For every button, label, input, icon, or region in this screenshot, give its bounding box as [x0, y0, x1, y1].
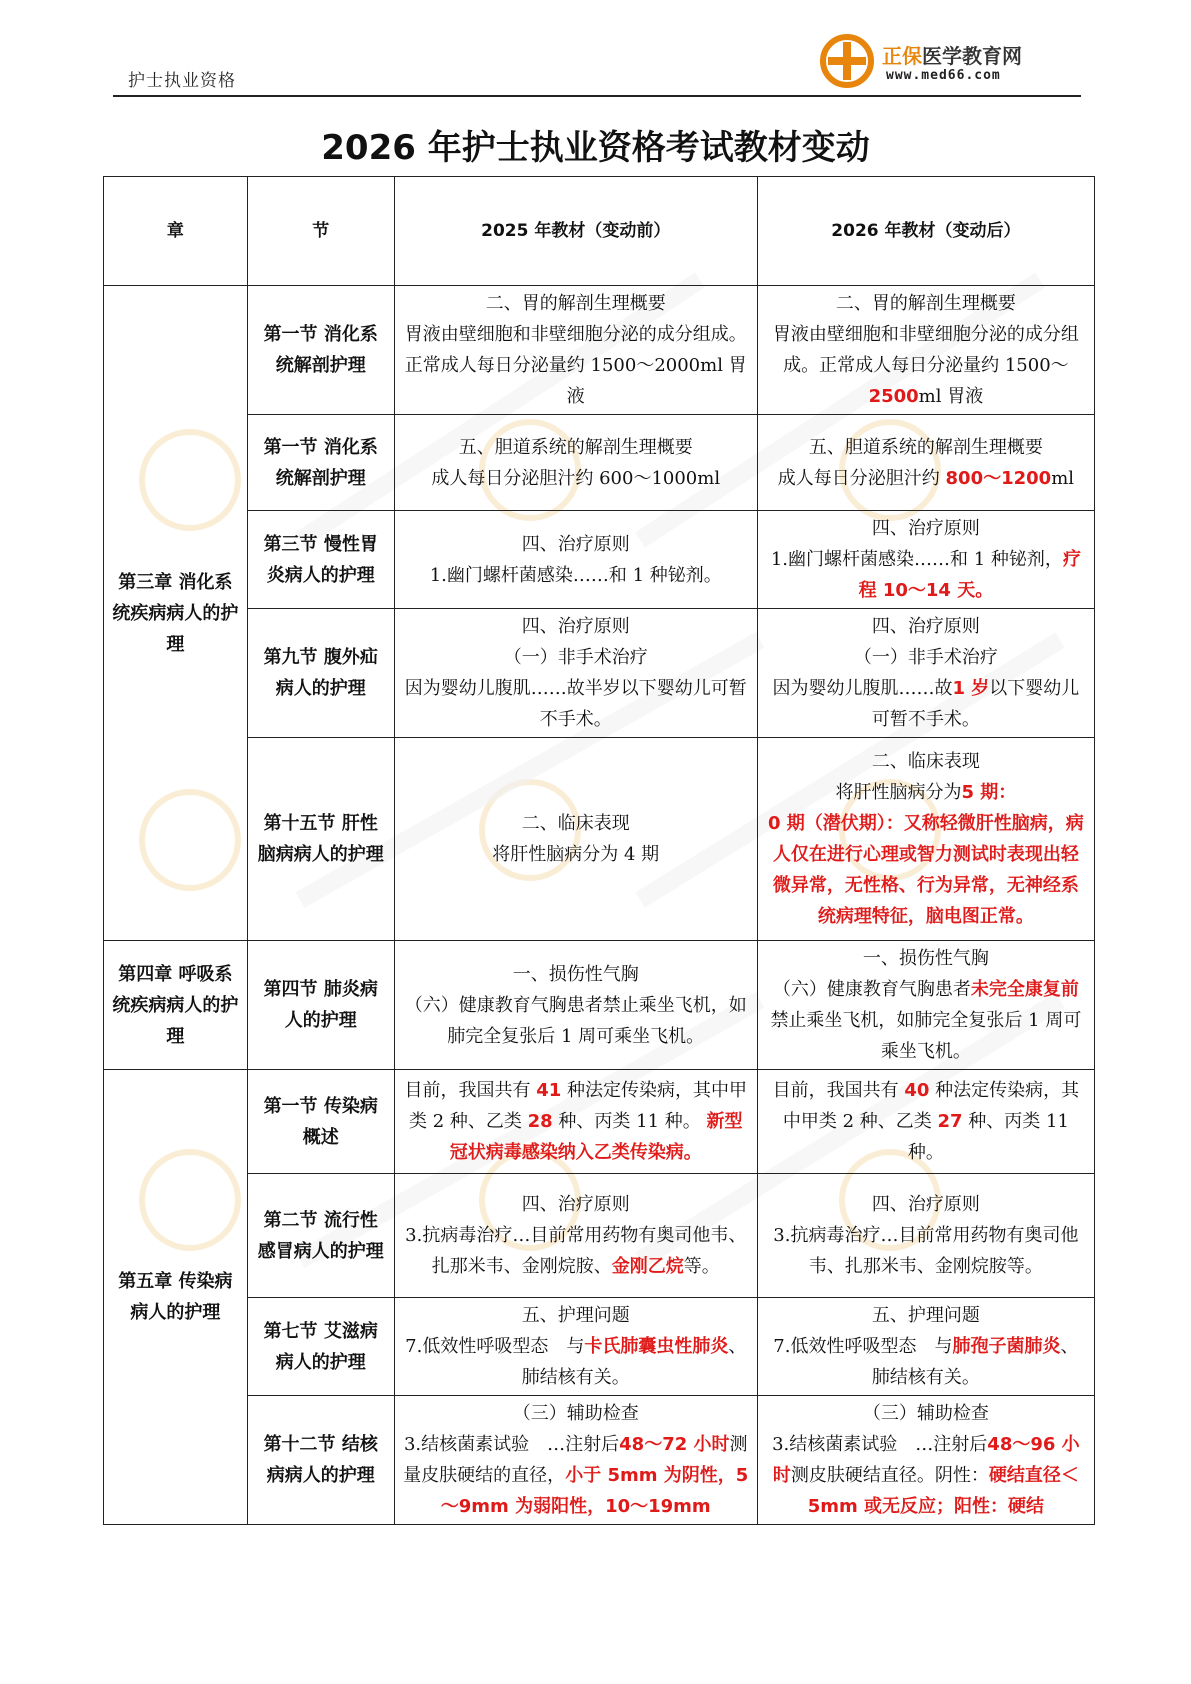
before-line: （六）健康教育气胸患者禁止乘坐飞机，如肺完全复张后 1 周可乘坐飞机。	[404, 994, 747, 1047]
section-cell: 第二节 流行性感冒病人的护理	[247, 1174, 394, 1298]
after-cell	[757, 415, 1094, 511]
table-row	[104, 738, 1095, 941]
after-line: 3.抗病毒治疗…目前常用药物有奥司他韦、扎那米韦、金刚烷胺等。	[773, 1225, 1079, 1277]
table-row	[104, 609, 1095, 738]
table-row	[104, 511, 1095, 609]
section-cell: 第十五节 肝性脑病病人的护理	[247, 738, 394, 941]
before-cell	[394, 1298, 757, 1396]
after-text: 1.幽门螺杆菌感染……和 1 种铋剂，	[770, 549, 1063, 570]
changed-text: 肺孢子菌肺炎	[952, 1336, 1061, 1357]
brand-name-a: 正保	[882, 44, 922, 68]
before-line: 1.幽门螺杆菌感染……和 1 种铋剂。	[429, 564, 722, 586]
before-text: 等。	[683, 1256, 720, 1277]
changed-text: 新型冠状病毒感染纳入乙类传染病。	[449, 1111, 743, 1163]
after-text: 3.结核菌素试验 …注射后	[772, 1434, 988, 1455]
after-text: 禁止乘坐飞机，如肺完全复张后 1 周可乘坐飞机。	[770, 1010, 1082, 1062]
after-cell	[757, 511, 1094, 609]
changed-text: 金刚乙烷	[611, 1256, 684, 1277]
before-text: 7.低效性呼吸型态 与	[405, 1336, 585, 1357]
before-line: 成人每日分泌胆汁约 600～1000ml	[431, 467, 721, 489]
before-cell	[394, 286, 757, 415]
changed-text: 48～96 小时	[772, 1434, 1080, 1486]
before-text: 、肺结核有关。	[521, 1336, 747, 1388]
after-line: （一）非手术治疗	[853, 647, 998, 668]
changed-text: 0 期（潜伏期）：又称轻微肝性脑病，病人仅在进行心理或智力测试时表现出轻微异常，无性格、行为异常，无神经系统病理特征，脑电图正常。	[768, 813, 1084, 927]
before-line: 四、治疗原则	[521, 616, 630, 637]
after-text: ml 胃液	[918, 386, 984, 407]
before-cell	[394, 511, 757, 609]
changed-text: 疗程 10～14 天。	[858, 549, 1081, 601]
changed-text: 27	[937, 1111, 963, 1132]
header-divider	[113, 95, 1081, 97]
brand-url: www.med66.com	[886, 68, 1001, 83]
before-line: （一）非手术治疗	[503, 647, 648, 668]
page-title: 2026 年护士执业资格考试教材变动	[321, 128, 870, 168]
section-cell: 第一节 消化系统解剖护理	[247, 286, 394, 415]
after-line: 五、胆道系统的解剖生理概要	[808, 436, 1043, 458]
before-line: 五、护理问题	[521, 1305, 630, 1326]
before-line: 四、治疗原则	[521, 533, 630, 555]
table-row	[104, 1070, 1095, 1174]
after-cell	[757, 1174, 1094, 1298]
section-cell: 第一节 传染病概述	[247, 1070, 394, 1174]
after-line: 二、胃的解剖生理概要	[835, 293, 1016, 314]
after-line: 四、治疗原则	[871, 1194, 980, 1215]
before-text: 测量皮肤硬结的直径，	[403, 1434, 748, 1486]
header-after: 2026 年教材（变动后）	[757, 177, 1094, 286]
after-cell	[757, 286, 1094, 415]
before-text: 种法定传染病，其中甲类 2 种、乙类	[408, 1080, 747, 1132]
changed-text: 小于 5mm 为阴性，5～9mm 为弱阳性，10～19mm	[440, 1465, 749, 1517]
changed-text: 未完全康复前	[970, 979, 1079, 1000]
section-cell: 第三节 慢性胃炎病人的护理	[247, 511, 394, 609]
table-row	[104, 286, 1095, 415]
after-text: 7.低效性呼吸型态 与	[773, 1336, 953, 1357]
table-header-row	[104, 177, 1095, 286]
after-text: 种法定传染病，其中甲类 2 种、乙类	[782, 1080, 1080, 1132]
after-text: 、肺结核有关。	[871, 1336, 1079, 1388]
table-row	[104, 1298, 1095, 1396]
after-cell	[757, 738, 1094, 941]
before-text: 种、丙类 11 种。	[558, 1111, 701, 1132]
section-cell: 第十二节 结核病病人的护理	[247, 1396, 394, 1525]
section-cell: 第一节 消化系统解剖护理	[247, 415, 394, 511]
before-cell	[394, 415, 757, 511]
changed-text: 卡氏肺囊虫性肺炎	[584, 1336, 729, 1357]
before-line: 二、胃的解剖生理概要	[485, 293, 666, 314]
chapter-cell: 第五章 传染病病人的护理	[104, 1070, 248, 1525]
after-text: 胃液由壁细胞和非壁细胞分泌的成分组成。正常成人每日分泌量约 1500～	[772, 324, 1079, 376]
changed-text: 48～72 小时	[619, 1434, 730, 1455]
after-cell	[757, 1298, 1094, 1396]
header-chapter: 章	[104, 177, 248, 286]
after-text: 因为婴幼儿腹肌……故	[772, 678, 953, 699]
table-row	[104, 941, 1095, 1070]
changed-text: 40	[904, 1080, 930, 1101]
after-text: 成人每日分泌胆汁约	[777, 467, 946, 489]
brand-mark-icon	[820, 34, 874, 88]
changed-text: 2500	[868, 386, 919, 407]
after-text: 测皮肤硬结直径。阴性：	[790, 1465, 989, 1486]
table-row	[104, 1396, 1095, 1525]
after-line: 四、治疗原则	[871, 518, 980, 539]
changed-text: 5 期：	[961, 782, 1017, 803]
brand-logo	[820, 34, 1050, 90]
section-cell: 第七节 艾滋病病人的护理	[247, 1298, 394, 1396]
before-line: 一、损伤性气胸	[512, 963, 639, 985]
before-line: 将肝性脑病分为 4 期	[492, 844, 660, 865]
changed-text: 1 岁	[952, 678, 990, 699]
before-text: 3.抗病毒治疗…目前常用药物有奥司他韦、扎那米韦、金刚烷胺、	[405, 1225, 747, 1277]
header-section: 节	[247, 177, 394, 286]
before-line: 因为婴幼儿腹肌……故半岁以下婴幼儿可暂不手术。	[404, 678, 747, 730]
brand-name-b: 医学教育网	[922, 44, 1022, 68]
after-cell	[757, 1070, 1094, 1174]
table-row	[104, 1174, 1095, 1298]
header-before: 2025 年教材（变动前）	[394, 177, 757, 286]
table-row	[104, 415, 1095, 511]
header-label: 护士执业资格	[128, 71, 236, 91]
before-line: 胃液由壁细胞和非壁细胞分泌的成分组成。正常成人每日分泌量约 1500～2000ml 胃液	[404, 324, 747, 407]
before-cell	[394, 941, 757, 1070]
after-cell	[757, 609, 1094, 738]
changes-table	[103, 176, 1095, 1525]
after-line: （三）辅助检查	[862, 1403, 989, 1424]
after-text: 以下婴幼儿可暂不手术。	[871, 678, 1080, 730]
chapter-cell: 第三章 消化系统疾病病人的护理	[104, 286, 248, 941]
after-text: （六）健康教育气胸患者	[772, 979, 971, 1000]
brand-name	[882, 40, 1022, 69]
before-cell	[394, 1174, 757, 1298]
before-text: 目前，我国共有	[404, 1080, 531, 1101]
after-line: 五、护理问题	[871, 1305, 980, 1326]
after-text: 种、丙类 11 种。	[907, 1111, 1069, 1163]
before-cell	[394, 1396, 757, 1525]
section-cell: 第四节 肺炎病人的护理	[247, 941, 394, 1070]
chapter-cell: 第四章 呼吸系统疾病病人的护理	[104, 941, 248, 1070]
changed-text: 硬结直径＜5mm 或无反应；阳性：硬结	[807, 1465, 1079, 1517]
before-line: 五、胆道系统的解剖生理概要	[458, 436, 693, 458]
after-text: ml	[1051, 467, 1075, 489]
before-cell	[394, 1070, 757, 1174]
after-line: 二、临床表现	[871, 751, 980, 772]
changed-text: 800～1200	[945, 467, 1052, 489]
before-cell	[394, 609, 757, 738]
changed-text: 28	[527, 1111, 553, 1132]
after-text: 目前，我国共有	[772, 1080, 899, 1101]
after-cell	[757, 941, 1094, 1070]
before-line: （三）辅助检查	[512, 1403, 639, 1424]
before-line: 四、治疗原则	[521, 1194, 630, 1215]
changed-text: 41	[536, 1080, 562, 1101]
section-cell: 第九节 腹外疝病人的护理	[247, 609, 394, 738]
after-text: 将肝性脑病分为	[835, 782, 962, 803]
after-cell	[757, 1396, 1094, 1525]
before-line: 二、临床表现	[521, 813, 630, 834]
after-line: 四、治疗原则	[871, 616, 980, 637]
before-text: 3.结核菌素试验 …注射后	[403, 1434, 620, 1455]
before-cell	[394, 738, 757, 941]
after-line: 一、损伤性气胸	[862, 948, 989, 969]
